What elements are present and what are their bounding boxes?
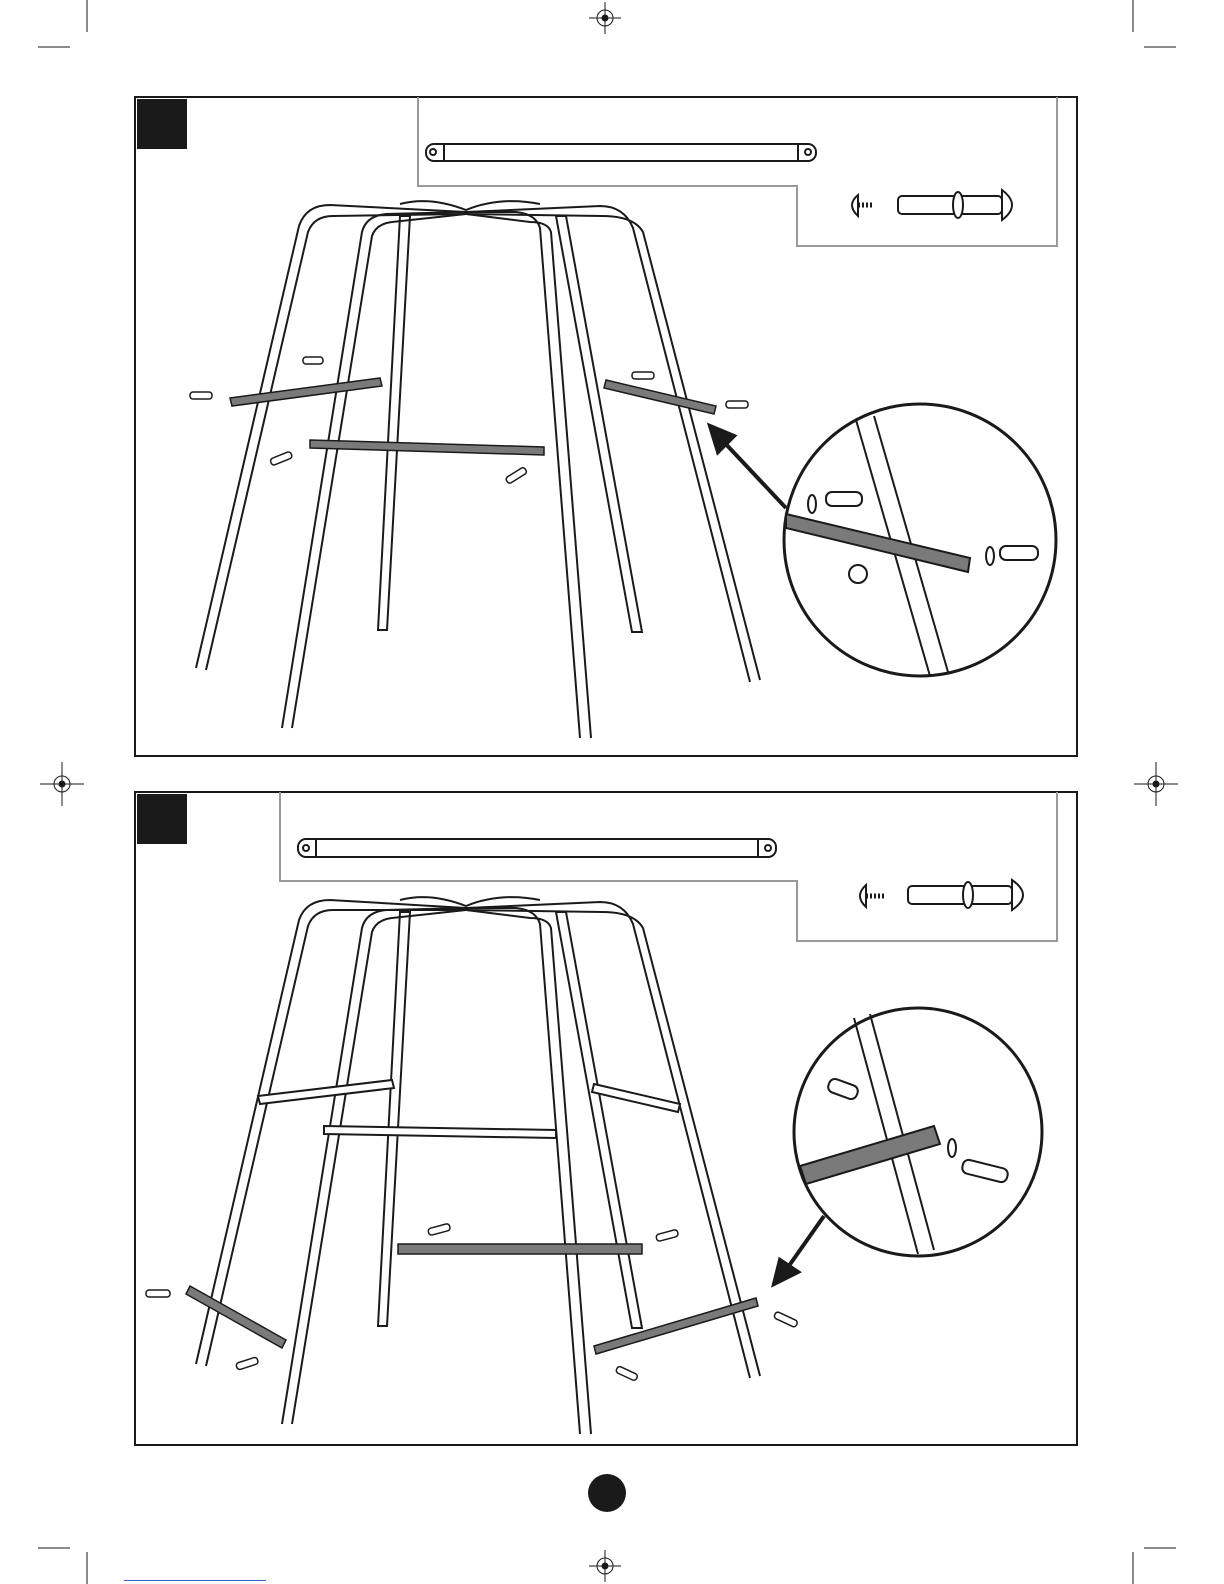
footer-link-underline: [124, 1580, 266, 1581]
tube-part-icon: [298, 839, 776, 857]
swing-frame-2: [196, 897, 760, 1434]
pointer-arrow-2: [774, 1216, 824, 1284]
bolt-part-icon: [860, 885, 884, 907]
long-bolt-part-icon: [908, 880, 1023, 910]
brace-bars-2: [186, 1244, 758, 1354]
parts-callout-box: [280, 792, 1057, 941]
step-number-badge-1: [137, 99, 187, 149]
page-number-badge: [588, 1474, 626, 1512]
step-number-badge-2: [137, 794, 187, 844]
